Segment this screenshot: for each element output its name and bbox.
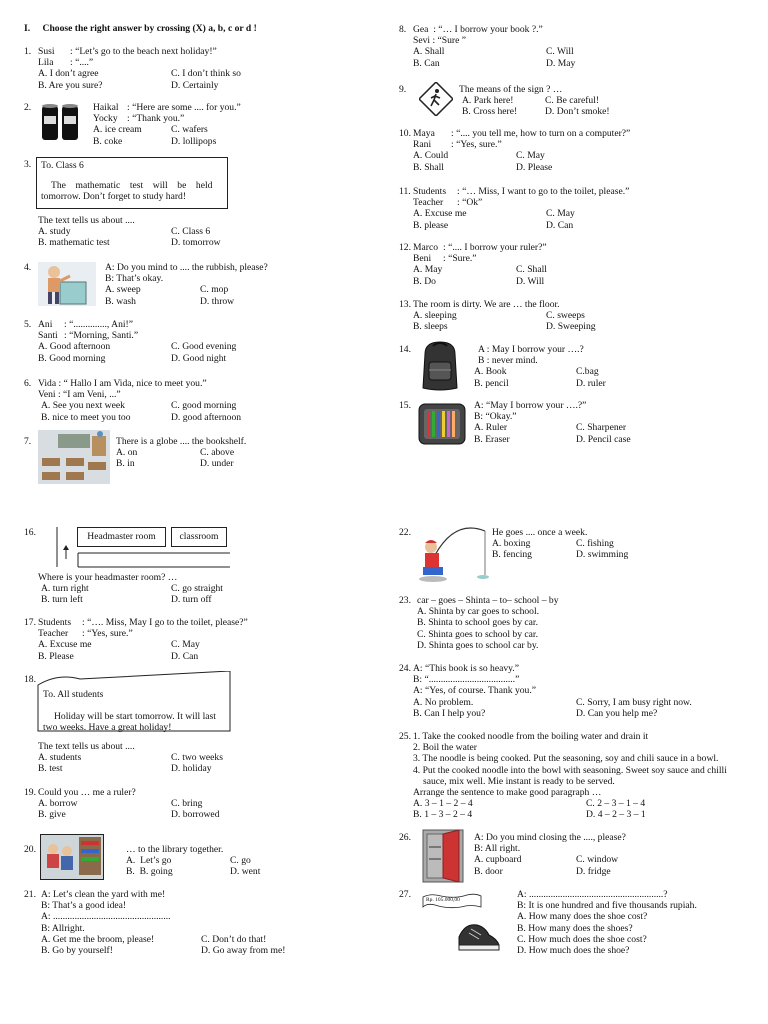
dialogue-line: B: All right.: [474, 843, 521, 855]
option-a[interactable]: A. students: [38, 752, 82, 764]
cupboard-image: [419, 828, 469, 884]
pedestrian-crossing-sign-icon: [419, 82, 453, 116]
dialogue-line: : “Yes, sure.”: [82, 628, 133, 640]
option-a[interactable]: A. Park here!: [462, 95, 514, 107]
question-number: 26.: [399, 832, 411, 843]
option-a[interactable]: A. Get me the broom, please!: [41, 933, 155, 945]
option-b[interactable]: B. please: [413, 219, 449, 231]
shoe-image: [455, 915, 501, 953]
option-b[interactable]: B. 1 – 3 – 2 – 4: [413, 809, 473, 821]
question-number: 4.: [24, 262, 32, 273]
step-line: 4. Put the cooked noodle into the bowl with seasoning. Sweet soy sauce and chilli: [413, 764, 727, 776]
option-b[interactable]: B. turn left: [41, 594, 83, 606]
question-number: 9.: [399, 84, 407, 95]
option-c[interactable]: C. mop: [200, 284, 229, 296]
option-a[interactable]: A. Good afternoon: [38, 341, 111, 353]
dialogue-line: Veni : “I am Veni, ...”: [38, 389, 121, 401]
dialogue-line: A: Do you mind to .... the rubbish, please?: [105, 262, 268, 273]
dialogue-line: : “Morning, Santi.”: [64, 330, 139, 342]
option-a[interactable]: A. on: [116, 447, 138, 459]
dialogue-line: B: Allright.: [41, 922, 85, 934]
question-number: 15.: [399, 400, 411, 411]
option-d[interactable]: D. Pencil case: [576, 433, 631, 445]
room-label: Headmaster room: [87, 531, 156, 542]
question-stem: The text tells us about ....: [38, 215, 135, 226]
question-number: 7.: [24, 436, 32, 447]
option-b[interactable]: B. How many does the shoes?: [517, 922, 633, 934]
option-c[interactable]: C. May: [516, 150, 545, 162]
notice-text: two weeks. Have a great holiday!: [43, 722, 172, 733]
dialogue-line: B: “....................................”: [413, 674, 520, 686]
dialogue-line: A: “Yes, of course. Thank you.”: [413, 685, 537, 697]
option-b[interactable]: B. Can: [413, 57, 440, 69]
option-c[interactable]: C. Class 6: [171, 226, 211, 238]
option-c[interactable]: C. 2 – 3 – 1 – 4: [586, 798, 646, 810]
dialogue-line: : “....”: [70, 57, 94, 69]
dialogue-line: : “Sure.”: [443, 253, 477, 265]
question-10: [399, 128, 749, 173]
question-number: 13.: [399, 299, 411, 310]
option-b[interactable]: B. Do: [413, 275, 436, 287]
option-a[interactable]: A. 3 – 1 – 2 – 4: [413, 798, 473, 810]
option-a[interactable]: A. sweep: [105, 284, 141, 296]
speaker: Ani: [38, 319, 53, 330]
question-number: 2.: [24, 102, 32, 113]
option-b[interactable]: B. mathematic test: [38, 237, 110, 249]
speaker: Students: [38, 617, 72, 628]
option-c[interactable]: C. Don’t do that!: [201, 933, 267, 945]
question-6: [24, 378, 364, 423]
notice-text: Holiday will be start tomorrow. It will last: [54, 711, 216, 722]
option-c[interactable]: C. two weeks: [171, 752, 223, 764]
speaker: Santi: [38, 330, 58, 342]
option-d[interactable]: D. Shinta goes to school car by.: [417, 639, 539, 651]
question-2: [24, 102, 364, 147]
notice-box: [36, 157, 228, 209]
question-number: 16.: [24, 527, 36, 538]
question-stem: He goes .... once a week.: [492, 527, 588, 538]
question-number: 18.: [24, 674, 36, 685]
speaker: Teacher: [413, 197, 444, 209]
question-stem: car – goes – Shinta – to– school – by: [417, 595, 559, 606]
step-line: 2. Boil the water: [413, 742, 477, 754]
option-c[interactable]: C. fishing: [576, 538, 614, 550]
option-c[interactable]: C. good morning: [171, 400, 237, 412]
option-d[interactable]: D. Can: [546, 219, 574, 231]
option-d[interactable]: D. 4 – 2 – 3 – 1: [586, 809, 646, 821]
question-number: 3.: [24, 159, 32, 170]
step-line: sauce, mix well. Mie instant is ready to be served.: [423, 775, 615, 787]
option-b[interactable]: B. Shinta to school goes by car.: [417, 617, 538, 629]
option-d[interactable]: D. fridge: [576, 865, 611, 877]
option-d[interactable]: D. May: [546, 57, 576, 69]
option-a[interactable]: A. turn right: [41, 583, 89, 595]
price-tag-label: Rp. 105.000,00: [426, 897, 460, 903]
question-23: [399, 595, 749, 651]
option-c[interactable]: C.bag: [576, 366, 599, 378]
option-d[interactable]: D. throw: [200, 295, 235, 307]
option-d[interactable]: D. tomorrow: [171, 237, 221, 249]
dialogue-line: : “.............., Ani!”: [64, 319, 134, 330]
headmaster-room-box: [77, 527, 166, 547]
option-a[interactable]: A. How many does the shoe cost?: [517, 911, 648, 923]
dialogue-line: B: It is one hundred and five thousands rupiah.: [517, 900, 697, 912]
dialogue-line: B: That’s okay.: [105, 273, 164, 285]
dialogue-line: A: ........................................................?: [517, 889, 668, 900]
question-number: 14.: [399, 344, 411, 355]
option-a[interactable]: A. Shinta by car goes to school.: [417, 606, 540, 618]
option-a[interactable]: A. I don’t agree: [38, 68, 99, 80]
option-c[interactable]: C. Shinta goes to school by car.: [417, 628, 538, 640]
classroom-box: [171, 527, 227, 547]
question-11: [399, 186, 749, 231]
option-c[interactable]: C. Shall: [516, 264, 547, 276]
dialogue-line: : “Thank you.”: [127, 113, 185, 125]
option-a[interactable]: A. Shall: [413, 46, 445, 58]
section-instruction: Choose the right answer by crossing (X) a, b, c or d !: [42, 23, 257, 34]
question-number: 17.: [24, 617, 36, 628]
option-b[interactable]: B. sleeps: [413, 321, 448, 333]
option-d[interactable]: D. Will: [516, 275, 545, 287]
question-stem: The room is dirty. We are … the floor.: [413, 299, 560, 310]
step-line: 1. Take the cooked noodle from the boiling water and drain it: [413, 731, 649, 742]
option-b[interactable]: B. Shall: [413, 161, 444, 173]
option-c[interactable]: C. above: [200, 447, 235, 459]
question-19: [24, 787, 364, 821]
coke-cans-image: [40, 102, 84, 142]
question-15: [399, 400, 749, 445]
option-c[interactable]: C. window: [576, 854, 619, 866]
question-number: 24.: [399, 663, 411, 674]
option-c[interactable]: C. May: [171, 639, 200, 651]
option-d[interactable]: D. Please: [516, 161, 553, 173]
speaker: Maya: [413, 128, 435, 139]
option-a[interactable]: A. Could: [413, 150, 449, 162]
option-b[interactable]: B. test: [38, 763, 63, 775]
question-number: 5.: [24, 319, 32, 330]
option-d[interactable]: D. turn off: [171, 594, 212, 606]
option-c[interactable]: C. Will: [546, 46, 574, 58]
dialogue-line: : “Yes, sure.”: [451, 139, 502, 151]
option-a[interactable]: A. May: [413, 264, 443, 276]
dialogue-line: Gea : “… I borrow your book ?.”: [413, 24, 543, 35]
question-5: [24, 319, 364, 364]
option-a[interactable]: A. ice cream: [93, 124, 142, 136]
question-number: 25.: [399, 731, 411, 742]
dialogue-line: A: .................................................: [41, 911, 171, 923]
question-stem: The text tells us about ....: [38, 741, 135, 752]
pencil-case-image: [417, 398, 467, 448]
speaker: Rani: [413, 139, 432, 151]
option-b[interactable]: B. in: [116, 458, 135, 470]
option-b[interactable]: B. Please: [38, 650, 74, 662]
option-c[interactable]: C. sweeps: [546, 310, 585, 322]
question-14: [399, 344, 749, 389]
option-d[interactable]: D. Can: [171, 650, 199, 662]
dialogue-line: : “.... you tell me, how to turn on a computer?”: [451, 128, 631, 139]
question-26: [399, 832, 749, 877]
option-a[interactable]: A. cupboard: [474, 854, 522, 866]
question-number: 19.: [24, 787, 36, 798]
step-line: 3. The noodle is being cooked. Put the seasoning, soy and chili sauce in a bowl.: [413, 753, 719, 765]
question-number: 27.: [399, 889, 411, 900]
option-c[interactable]: C. May: [546, 208, 575, 220]
option-a[interactable]: A. Excuse me: [38, 639, 92, 651]
option-b[interactable]: B. Cross here!: [462, 106, 518, 118]
option-d[interactable]: D. Good night: [171, 352, 227, 364]
question-13: [399, 299, 749, 333]
option-c[interactable]: C. go straight: [171, 583, 223, 595]
dialogue-line: : “Let’s go to the beach next holiday!”: [70, 46, 217, 57]
option-d[interactable]: D. holiday: [171, 763, 212, 775]
dialogue-line: A: “This book is so heavy.”: [413, 663, 519, 674]
option-d[interactable]: D. went: [230, 866, 261, 878]
option-d[interactable]: D. under: [200, 458, 234, 470]
option-a[interactable]: A. No problem.: [413, 696, 474, 708]
option-b[interactable]: B. give: [38, 809, 66, 821]
option-d[interactable]: D. Sweeping: [546, 321, 596, 333]
option-a[interactable]: A. study: [38, 226, 71, 238]
option-c[interactable]: C. bring: [171, 798, 203, 810]
question-stem: Where is your headmaster room? …: [38, 572, 178, 583]
option-a[interactable]: A. Book: [474, 366, 507, 378]
question-number: 1.: [24, 46, 32, 57]
notice-recipient: To. All students: [43, 689, 104, 700]
option-d[interactable]: D. Can you help me?: [576, 707, 658, 719]
library-image-frame: [40, 834, 104, 880]
option-a[interactable]: A. boxing: [492, 538, 531, 550]
option-c[interactable]: C. How much does the shoe cost?: [517, 933, 647, 945]
question-number: 11.: [399, 186, 411, 197]
option-d[interactable]: D. borrowed: [171, 809, 220, 821]
question-1: [24, 46, 364, 91]
question-number: 23.: [399, 595, 411, 606]
option-b[interactable]: B. Go by yourself!: [41, 944, 113, 956]
option-d[interactable]: D. How much does the shoe?: [517, 944, 630, 956]
speaker: Yocky: [93, 113, 118, 125]
option-b[interactable]: B. nice to meet you too: [41, 411, 131, 423]
option-b[interactable]: B. door: [474, 865, 503, 877]
option-c[interactable]: C. Good evening: [171, 341, 237, 353]
speaker: Beni: [413, 253, 432, 265]
section-heading: [24, 23, 257, 34]
option-b[interactable]: B. Eraser: [474, 433, 510, 445]
option-c[interactable]: C. wafers: [171, 124, 208, 136]
option-c[interactable]: C. Sharpener: [576, 422, 627, 434]
speaker: Marco: [413, 242, 439, 253]
option-c[interactable]: C. I don’t think so: [171, 68, 241, 80]
dialogue-line: B: That’s a good idea!: [41, 900, 127, 912]
dialogue-line: B : never mind.: [478, 355, 538, 367]
option-d[interactable]: D. swimming: [576, 549, 629, 561]
section-number: I.: [24, 23, 31, 34]
dialogue-line: Vida : “ Hallo I am Vida, nice to meet you.”: [38, 378, 207, 389]
option-b[interactable]: B. Can I help you?: [413, 707, 486, 719]
option-b[interactable]: B. wash: [105, 295, 136, 307]
option-b[interactable]: B. fencing: [492, 549, 532, 561]
speaker: Susi: [38, 46, 55, 57]
option-a[interactable]: A. Excuse me: [413, 208, 467, 220]
question-stem: There is a globe .... the bookshelf.: [116, 436, 247, 447]
dialogue-line: : “Here are some .... for you.”: [127, 102, 241, 113]
boy-fishing-image: [415, 525, 493, 583]
option-d[interactable]: D. good afternoon: [171, 411, 242, 423]
option-d[interactable]: D. Certainly: [171, 79, 219, 91]
dialogue-line: : “…. Miss, May I go to the toilet, please?”: [82, 617, 248, 628]
option-c[interactable]: C. Be careful!: [545, 95, 600, 107]
option-c[interactable]: C. Sorry, I am busy right now.: [576, 696, 692, 708]
option-a[interactable]: A. Let’s go: [126, 855, 172, 867]
question-25: [399, 731, 749, 821]
question-17: [24, 617, 364, 662]
option-d[interactable]: D. lollipops: [171, 135, 217, 147]
question-27: [399, 889, 749, 956]
option-c[interactable]: C. go: [230, 855, 251, 867]
option-d[interactable]: D. ruler: [576, 377, 606, 389]
question-24: [399, 663, 749, 719]
option-b[interactable]: B. pencil: [474, 377, 509, 389]
notice-text: The mathematic test will be held: [51, 180, 213, 191]
question-number: 21.: [24, 889, 36, 900]
notice-recipient: To. Class 6: [41, 160, 84, 171]
question-number: 12.: [399, 242, 411, 253]
question-stem: … to the library together.: [126, 844, 224, 855]
option-b[interactable]: B. Are you sure?: [38, 79, 103, 91]
option-a[interactable]: A. borrow: [38, 798, 78, 810]
speaker: Teacher: [38, 628, 69, 640]
question-number: 8.: [399, 24, 407, 35]
question-stem: Could you … me a ruler?: [38, 787, 136, 798]
question-21: [24, 889, 364, 956]
dialogue-line: : “… Miss, I want to go to the toilet, please.”: [457, 186, 630, 197]
dialogue-line: A: “May I borrow your ….?”: [474, 400, 587, 411]
question-22: [399, 527, 749, 561]
speaker: Students: [413, 186, 447, 197]
question-20: [24, 844, 364, 878]
option-d[interactable]: D. Go away from me!: [201, 944, 286, 956]
question-number: 20.: [24, 844, 36, 855]
question-7: [24, 436, 364, 470]
option-a[interactable]: A. Ruler: [474, 422, 508, 434]
backpack-image: [419, 340, 461, 392]
dialogue-line: A: Do you mind closing the ...., please?: [474, 832, 626, 843]
question-4: [24, 262, 364, 307]
room-label: classroom: [179, 531, 219, 542]
speaker: Haikal: [93, 102, 119, 113]
option-d[interactable]: D. Don’t smoke!: [545, 106, 610, 118]
dialogue-line: : “.... I borrow your ruler?”: [443, 242, 547, 253]
question-stem: Arrange the sentence to make good paragraph …: [413, 786, 602, 798]
children-library-image: [41, 835, 103, 879]
dialogue-line: B: “Okay.”: [474, 411, 517, 423]
dialogue-line: Sevi : “Sure ”: [413, 35, 467, 47]
option-a[interactable]: A. See you next week: [41, 400, 125, 412]
speaker: Lila: [38, 57, 54, 69]
throwing-rubbish-image: [38, 262, 96, 306]
question-number: 6.: [24, 378, 32, 389]
question-12: [399, 242, 749, 287]
question-number: 22.: [399, 527, 411, 538]
question-9: [399, 84, 749, 118]
option-b[interactable]: B. coke: [93, 135, 123, 147]
option-b[interactable]: B. B. going: [126, 866, 173, 878]
question-number: 10.: [399, 128, 411, 139]
dialogue-line: : “Ok”: [457, 197, 483, 209]
option-a[interactable]: A. sleeping: [413, 310, 457, 322]
notice-text: tomorrow. Don’t forget to study hard!: [41, 191, 187, 202]
question-8: [399, 24, 749, 69]
dialogue-line: A: Let’s clean the yard with me!: [41, 889, 166, 900]
dialogue-line: A : May I borrow your ….?: [478, 344, 584, 355]
question-stem: The means of the sign ? …: [459, 84, 563, 95]
classroom-image: [38, 430, 110, 484]
option-b[interactable]: B. Good morning: [38, 352, 106, 364]
